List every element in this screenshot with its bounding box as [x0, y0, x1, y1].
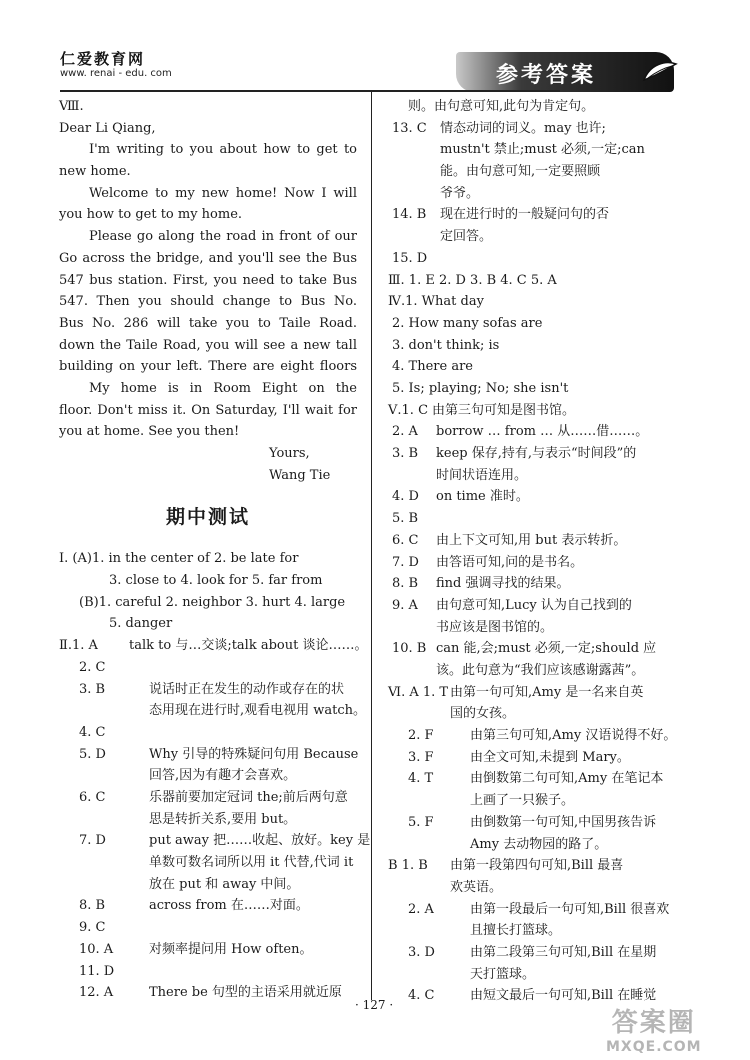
answer-item [388, 204, 671, 247]
answer-item [59, 657, 357, 679]
part4-item [388, 313, 671, 335]
explanation-line: 由第一句可知,Amy 是一名来自英 [450, 684, 644, 700]
answer-item [388, 118, 671, 205]
section-label-viii: Ⅷ. [59, 99, 84, 114]
answer-num-text: 3. F [408, 749, 434, 765]
explanation-line: keep 保存,持有,与表示“时间段”的 [436, 446, 637, 462]
answer-num-text: 12. A [79, 985, 114, 1001]
answer-num-text: 4. T [408, 771, 434, 787]
part1-a-line1: 1. in the center of 2. be late for [91, 551, 299, 567]
part4-answer: 3. don't think; is [392, 337, 500, 353]
answer-number [392, 638, 436, 681]
answer-item [388, 400, 671, 422]
answer-num-text: 8. B [79, 898, 106, 914]
answer-num-text: 13. C [392, 120, 427, 136]
explanation-line: Amy 去动物园的路了。 [470, 836, 608, 852]
answer-number [79, 787, 149, 830]
answer-num-text: 8. B [392, 576, 419, 592]
answer-item [59, 830, 371, 895]
answer-explanation [436, 638, 671, 681]
answer-num-text: 5. F [408, 814, 434, 830]
part4-answer: 1. What day [405, 294, 484, 310]
answer-item [388, 248, 671, 270]
answer-number [392, 552, 436, 574]
answer-explanation [470, 725, 676, 747]
answer-item [388, 421, 671, 443]
explanation-line: 说话时正在发生的动作或存在的状 [149, 681, 345, 697]
part4-answer: 5. Is; playing; No; she isn't [392, 380, 569, 396]
explanation-line: 欢英语。 [450, 879, 503, 895]
answer-explanation [149, 830, 370, 895]
explanation-line: 由答语可知,问的是书名。 [436, 554, 584, 570]
answer-num-text: 2. A [408, 901, 434, 917]
part1-b-line1: 1. careful 2. neighbor 3. hurt 4. large [98, 594, 346, 610]
explanation-line: 态用现在进行时,观看电视用 watch。 [149, 703, 367, 719]
continued-line: 则。由句意可知,此句为肯定句。 [408, 99, 595, 114]
letter-line: floor. Don't miss it. On Saturday, I'll wait for [59, 402, 357, 418]
explanation-line: 由第三句可知是图书馆。 [432, 402, 576, 418]
answer-num-text: 6. C [79, 789, 106, 805]
answer-explanation [436, 443, 671, 486]
answer-number [392, 595, 436, 638]
answer-number [408, 747, 470, 769]
answer-num-text: 14. B [392, 207, 427, 223]
explanation-line: 对频率提问用 How often。 [149, 941, 313, 957]
answer-item [388, 725, 677, 747]
part4-answer-list [388, 291, 671, 399]
explanation-line: 能。由句意可知,一定要照顾 [440, 164, 601, 180]
part4-answer: 2. How many sofas are [392, 315, 543, 331]
answer-explanation [436, 573, 671, 595]
answer-number [79, 830, 149, 895]
answer-explanation [436, 421, 671, 443]
answer-explanation [436, 508, 671, 530]
answer-item [388, 443, 671, 486]
answer-explanation [149, 917, 357, 939]
answer-num-text: 3. D [408, 944, 435, 960]
answer-num-text: 5. D [79, 746, 106, 762]
leaf-icon [640, 58, 680, 86]
part4-item [388, 378, 671, 400]
answer-num-text: 1. T [422, 684, 449, 700]
explanation-line: 回答,因为有趣才会喜欢。 [149, 768, 297, 784]
explanation-line: 由第三句可知,Amy 汉语说得不好。 [470, 728, 677, 744]
answer-number [408, 812, 470, 855]
answer-num-text: 2. F [408, 728, 434, 744]
answer-number [79, 917, 149, 939]
answer-explanation [470, 812, 671, 855]
letter-line: 547 bus station. First, you need to take Bus [59, 272, 357, 288]
answer-item [59, 895, 357, 917]
letter-closing: Yours, [269, 446, 310, 461]
explanation-line: can 能,会;must 必须,一定;should 应 [436, 641, 657, 657]
explanation-line: 由倒数第二句可知,Amy 在笔记本 [470, 771, 664, 787]
answer-explanation [149, 982, 357, 1004]
answer-explanation [436, 552, 671, 574]
answer-num-text: 2. C [79, 659, 106, 675]
explanation-line: 爷爷。 [440, 185, 480, 201]
letter-greeting: Dear Li Qiang, [59, 120, 156, 136]
answer-explanation [440, 118, 671, 205]
answer-num-text: 1. A [71, 638, 98, 654]
group-label: Ⅵ. A [388, 684, 423, 700]
answer-explanation [436, 595, 671, 638]
answer-number [408, 725, 470, 747]
answer-item [59, 679, 367, 722]
explanation-line: borrow … from … 从……借……。 [436, 424, 649, 440]
header-rule [60, 90, 560, 92]
explanation-line: 天打篮球。 [470, 966, 536, 982]
answer-num-text: 1. C [401, 402, 429, 418]
letter-line: Welcome to my new home! Now I will [89, 185, 357, 201]
answer-number [392, 508, 436, 530]
answer-item [388, 899, 671, 942]
letter-line: down the Taile Road, you will see a new tall [59, 337, 357, 353]
answer-number [79, 961, 149, 983]
answer-explanation [129, 635, 367, 657]
banner-title: 参考答案 [496, 63, 597, 88]
answer-item [59, 722, 357, 744]
answer-explanation [440, 204, 671, 247]
page-header [0, 0, 750, 92]
answer-item [388, 855, 671, 898]
part4-item [388, 335, 671, 357]
answer-number [392, 421, 436, 443]
answer-explanation [436, 486, 671, 508]
answer-number [392, 573, 436, 595]
part4-answer: 4. There are [392, 359, 473, 375]
midterm-title: 期中测试 [165, 506, 250, 529]
answer-explanation [450, 682, 671, 725]
explanation-line: 单数可数名词所以用 it 代替,代词 it [149, 855, 354, 871]
answer-number [79, 939, 149, 961]
watermark-line2: MXQE.COM [606, 1039, 702, 1055]
answer-num-text: 1. B [401, 858, 428, 874]
explanation-line: 由上下文可知,用 but 表示转折。 [436, 532, 627, 548]
answer-explanation [149, 657, 357, 679]
letter-line: My home is in Room Eight on the [89, 380, 357, 396]
answer-item [388, 812, 671, 855]
letter-line: you how to get to my home. [59, 207, 243, 223]
answer-num-text: 10. A [79, 941, 114, 957]
answer-number [388, 682, 450, 725]
group-label: B [388, 858, 402, 874]
answer-number [408, 899, 470, 942]
letter-line: I'm writing to you about how to get to [89, 142, 357, 158]
right-column [388, 96, 677, 1007]
letter-line: Go across the bridge, and you'll see the Bus [59, 250, 357, 266]
answer-num-text: 4. D [392, 489, 419, 505]
answer-explanation [432, 400, 671, 422]
letter-line: Please go along the road in front of our [89, 229, 357, 245]
answer-explanation [470, 942, 671, 985]
page-number: · 127 · [355, 998, 394, 1012]
answer-explanation [470, 768, 671, 811]
answer-item [388, 595, 671, 638]
answer-item [388, 508, 671, 530]
answer-explanation [450, 855, 671, 898]
answer-item [59, 635, 368, 657]
site-url: www. renai - edu. com [60, 68, 172, 79]
answer-number [392, 443, 436, 486]
left-column [59, 96, 371, 1004]
answer-number [392, 248, 440, 270]
part5-answer-list [388, 400, 671, 682]
answer-number [392, 530, 436, 552]
watermark-line1: 答案圈 [611, 1008, 696, 1038]
letter-signature: Wang Tie [269, 467, 331, 483]
part1-a-label: Ⅰ. (A) [59, 551, 92, 567]
answer-item [388, 530, 671, 552]
column-divider [371, 90, 372, 1000]
answer-explanation [436, 530, 671, 552]
answer-item [388, 486, 671, 508]
explanation-line: 国的女孩。 [450, 706, 516, 722]
explanation-line: Why 引导的特殊疑问句用 Because [149, 746, 359, 762]
answer-item [388, 942, 671, 985]
answer-explanation [149, 722, 357, 744]
answer-num-text: 3. B [392, 446, 419, 462]
explanation-line: 由第一段第四句可知,Bill 最喜 [450, 858, 624, 874]
part2-answer-list [59, 635, 371, 1004]
watermark [606, 1002, 702, 1055]
part1-a-row [59, 548, 357, 570]
part1-b-label: (B) [79, 594, 99, 610]
part6a-answer-list [388, 682, 677, 856]
explanation-line: 该。此句意为“我们应该感谢露茜”。 [436, 663, 645, 678]
answer-item [388, 768, 671, 811]
explanation-line: 书应该是图书馆的。 [436, 619, 554, 635]
answer-num-text: 9. C [79, 920, 106, 936]
explanation-line: 乐器前要加定冠词 the;前后两句意 [149, 789, 348, 805]
group-label: Ⅱ. [59, 638, 72, 654]
answer-item [388, 747, 671, 769]
answer-item [59, 744, 357, 787]
answer-num-text: 3. B [79, 681, 106, 697]
letter-line: 547. Then you should change to Bus No. [59, 294, 357, 310]
part3-answers: Ⅲ. 1. E 2. D 3. B 4. C 5. A [388, 272, 557, 288]
answer-explanation [149, 961, 357, 983]
explanation-line: 由短文最后一句可知,Bill 在睡觉 [470, 988, 657, 1004]
explanation-line: 由倒数第一句可知,中国男孩告诉 [470, 814, 657, 830]
answer-number [79, 679, 149, 722]
explanation-line: 放在 put 和 away 中间。 [149, 876, 300, 892]
answer-explanation [440, 248, 671, 270]
explanation-line: 由第二段第三句可知,Bill 在星期 [470, 944, 657, 960]
answer-number [408, 768, 470, 811]
explanation-line: There be 句型的主语采用就近原 [149, 985, 342, 1001]
part1-b-line2: 5. danger [109, 616, 173, 632]
explanation-line: across from 在……对面。 [149, 898, 309, 914]
explanation-line: 现在进行时的一般疑问句的否 [440, 207, 610, 223]
answer-explanation [149, 895, 357, 917]
answer-num-text: 7. D [79, 833, 106, 849]
explanation-line: 上画了一只猴子。 [470, 793, 575, 809]
group-label: Ⅳ. [388, 294, 406, 310]
answer-explanation [470, 747, 671, 769]
explanation-line: 由全文可知,未提到 Mary。 [470, 749, 630, 765]
answer-num-text: 11. D [79, 963, 115, 979]
answer-number [79, 744, 149, 787]
part6b-answer-list [388, 855, 671, 1007]
answer-item [388, 638, 671, 681]
answer-num-text: 6. C [392, 532, 419, 548]
answer-num-text: 9. A [392, 597, 418, 613]
letter-line: new home. [59, 164, 131, 180]
answer-number [388, 400, 432, 422]
letter-line: building on your left. There are eight floors [59, 359, 357, 375]
answer-number [79, 657, 149, 679]
part1-b-row [59, 592, 357, 614]
part4-item [388, 356, 671, 378]
letter-line: Bus No. 286 will take you to Taile Road. [59, 315, 357, 331]
letter-line: you at home. See you then! [59, 424, 240, 440]
answer-number [408, 985, 470, 1007]
answer-number [392, 118, 440, 205]
answer-number [59, 635, 129, 657]
explanation-line: 由第一段最后一句可知,Bill 很喜欢 [470, 901, 670, 917]
explanation-line: 情态动词的词义。may 也许; [440, 120, 606, 136]
answer-item [388, 573, 671, 595]
answer-explanation [149, 787, 357, 830]
explanation-line: 思是转折关系,要用 but。 [149, 811, 297, 827]
answer-num-text: 4. C [79, 724, 106, 740]
part2-cont-answer-list [388, 118, 671, 270]
answer-item [59, 787, 357, 830]
answer-item [388, 552, 671, 574]
answer-number [392, 204, 440, 247]
group-label: Ⅴ. [388, 402, 402, 418]
answer-explanation [149, 679, 366, 722]
explanation-line: 且擅长打篮球。 [470, 923, 562, 939]
part1-a-line2: 3. close to 4. look for 5. far from [109, 573, 323, 589]
explanation-line: 定回答。 [440, 229, 493, 245]
answer-num-text: 5. B [392, 511, 419, 527]
answer-explanation [149, 939, 357, 961]
part4-item [388, 291, 671, 313]
answer-num-text: 10. B [392, 641, 427, 657]
explanation-line: put away 把……收起、放好。key 是 [149, 833, 371, 849]
answer-num-text: 15. D [392, 250, 428, 266]
answer-number [408, 942, 470, 985]
site-name: 仁爱教育网 [60, 50, 146, 68]
explanation-line: on time 准时。 [436, 489, 529, 505]
answer-item [59, 982, 357, 1004]
answer-item [388, 682, 671, 725]
explanation-line: 由句意可知,Lucy 认为自己找到的 [436, 597, 632, 613]
answer-number [79, 982, 149, 1004]
answer-num-text: 7. D [392, 554, 419, 570]
answer-item [59, 961, 357, 983]
explanation-line: 时间状语连用。 [436, 467, 528, 483]
answer-item [59, 917, 357, 939]
answer-explanation [149, 744, 358, 787]
explanation-line: talk to 与…交谈;talk about 谈论……。 [129, 638, 368, 654]
explanation-line: mustn't 禁止;must 必须,一定;can [440, 142, 645, 158]
answer-explanation [470, 899, 671, 942]
answer-number [388, 855, 450, 898]
answer-num-text: 2. A [392, 424, 418, 440]
answer-number [79, 895, 149, 917]
answer-num-text: 4. C [408, 988, 435, 1004]
explanation-line: find 强调寻找的结果。 [436, 576, 570, 592]
answer-number [392, 486, 436, 508]
answer-item [59, 939, 357, 961]
answer-number [79, 722, 149, 744]
